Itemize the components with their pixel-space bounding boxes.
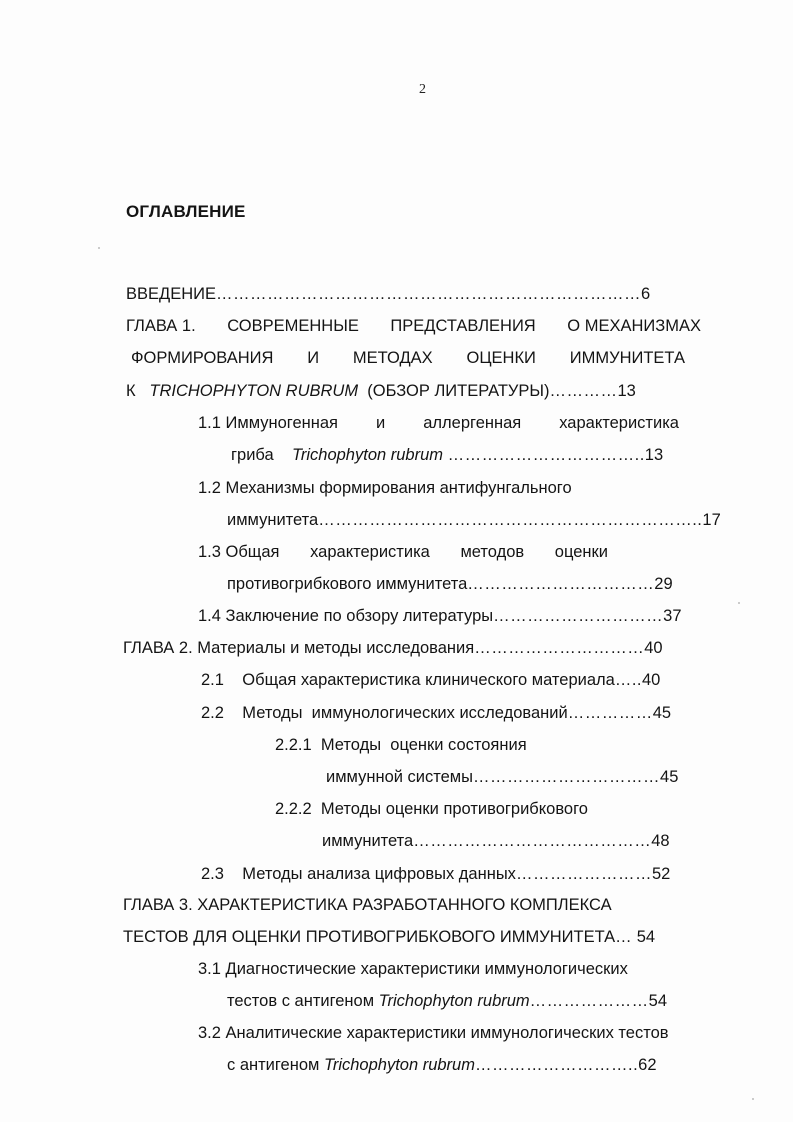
toc-entry-3-1-line-2 — [227, 991, 667, 1011]
toc-entry-title: 3.2 Аналитические характеристики иммунологических тестов — [198, 1024, 669, 1042]
toc-word: характеристика — [559, 414, 679, 432]
toc-italic-species: Trichophyton rubrum — [323, 1056, 475, 1074]
toc-word: ОЦЕНКИ — [466, 349, 536, 367]
toc-entry-chapter-3-line-2 — [123, 927, 655, 947]
toc-entry-title: Общая характеристика клинического материала — [242, 671, 615, 689]
toc-entry-title: ТЕСТОВ ДЛЯ ОЦЕНКИ ПРОТИВОГРИБКОВОГО ИММУНИТЕТА — [123, 928, 616, 946]
toc-entry-chapter-1-line-1 — [126, 316, 701, 336]
toc-page-number: 54 — [648, 992, 668, 1010]
scan-speck — [752, 1098, 754, 1100]
toc-page-number: 29 — [654, 575, 673, 593]
toc-entry-2-2-2-line-1 — [275, 799, 588, 819]
toc-entry-1-2-line-1 — [198, 478, 572, 498]
toc-leader-dots: ………………………………………………………………… — [215, 285, 641, 303]
toc-word: 1.3 Общая — [198, 543, 280, 561]
toc-leader-dots: …………………………… — [473, 768, 661, 786]
toc-section-number: 2.2.1 — [275, 736, 312, 754]
toc-entry-1-2-line-2 — [227, 510, 721, 530]
scan-speck — [98, 247, 100, 249]
toc-entry-title: иммунитета — [322, 832, 414, 850]
toc-leader-dots: …………………………………… — [413, 832, 652, 850]
toc-entry-title: противогрибкового иммунитета — [227, 575, 468, 593]
toc-entry-title: Методы анализа цифровых данных — [242, 865, 516, 883]
toc-entry-title: Методы иммунологических исследований — [242, 704, 568, 722]
toc-page-number: 40 — [644, 639, 663, 657]
toc-entry-2-2-1-line-2 — [326, 767, 678, 787]
toc-page-number: 62 — [638, 1056, 657, 1074]
toc-page-number: 52 — [651, 865, 671, 883]
toc-word: СОВРЕМЕННЫЕ — [227, 317, 359, 335]
toc-leader-dots: …………………… — [515, 865, 652, 883]
toc-entry-title: Методы оценки состояния — [320, 736, 527, 754]
toc-entry-title: 3.1 Диагностические характеристики иммунологических — [198, 960, 628, 978]
toc-word: О МЕХАНИЗМАХ — [567, 317, 701, 335]
toc-entry-3-1-line-1 — [198, 959, 628, 979]
toc-entry-title: иммунной системы — [326, 768, 474, 786]
toc-entry-title: ГЛАВА 3. ХАРАКТЕРИСТИКА РАЗРАБОТАННОГО КОМПЛЕКСА — [123, 896, 612, 914]
toc-word: ПРЕДСТАВЛЕНИЯ — [390, 317, 536, 335]
toc-leader-dots: ………………… — [529, 992, 649, 1010]
toc-entry-1-1-line-1 — [198, 413, 679, 433]
toc-entry-chapter-1-line-3 — [126, 381, 636, 401]
toc-entry-1-3-line-2 — [227, 574, 673, 594]
toc-text: (ОБЗОР ЛИТЕРАТУРЫ) — [367, 382, 550, 400]
toc-entry-1-1-line-2 — [231, 445, 663, 465]
toc-word: 1.1 Иммуногенная — [198, 414, 338, 432]
toc-text: К — [126, 382, 136, 400]
toc-italic-species: Trichophyton rubrum — [292, 446, 444, 464]
toc-entry-title: ГЛАВА 2. Материалы и методы исследования — [123, 639, 475, 657]
toc-page-number: 37 — [663, 607, 682, 625]
toc-text: гриба — [231, 446, 274, 464]
toc-page-number: 54 — [636, 928, 656, 946]
toc-leader-dots: ………………………… — [474, 639, 645, 657]
toc-leader-dots: …………… — [567, 704, 653, 722]
toc-page-number: 13 — [617, 382, 636, 400]
toc-entry-1-3-line-1 — [198, 542, 608, 562]
toc-word: ГЛАВА 1. — [126, 317, 196, 335]
toc-page-number: 17 — [702, 511, 721, 529]
toc-entry-2-2-1-line-1 — [275, 735, 527, 755]
toc-leader-dots: ……………………….. — [474, 1056, 639, 1074]
toc-leader-dots: …………………………….. — [447, 446, 645, 464]
toc-entry-title: 1.4 Заключение по обзору литературы — [198, 607, 494, 625]
toc-entry-title: Методы оценки противогрибкового — [320, 800, 588, 818]
toc-entry-title: ВВЕДЕНИЕ — [126, 285, 216, 303]
scan-speck — [738, 602, 740, 604]
toc-entry-chapter-1-line-2 — [131, 348, 685, 368]
toc-entry-2-2-2-line-2 — [322, 831, 670, 851]
toc-page-number: 48 — [651, 832, 670, 850]
toc-italic-species: TRICHOPHYTON RUBRUM — [149, 382, 359, 400]
toc-word: ИММУНИТЕТА — [569, 349, 685, 367]
toc-entry-2-1 — [201, 670, 660, 690]
toc-text: с антигеном — [227, 1056, 320, 1074]
toc-entry-2-3 — [201, 864, 670, 884]
toc-entry-3-2-line-1 — [198, 1023, 669, 1043]
toc-page-number: 45 — [652, 704, 672, 722]
toc-entry-intro — [126, 284, 650, 304]
toc-word: ФОРМИРОВАНИЯ — [131, 349, 274, 367]
toc-word: МЕТОДАХ — [352, 349, 433, 367]
toc-word: аллергенная — [423, 414, 522, 432]
toc-leader-dots: ….. — [614, 671, 642, 689]
toc-leader-dots: ………………………………………………………….. — [318, 511, 703, 529]
toc-leader-dots: ………………………… — [493, 607, 664, 625]
toc-text: тестов с антигеном — [227, 992, 375, 1010]
toc-entry-3-2-line-2 — [227, 1055, 657, 1075]
toc-entry-chapter-2 — [123, 638, 663, 658]
page-number: 2 — [419, 82, 426, 97]
toc-leader-dots: … — [615, 928, 633, 946]
toc-entry-chapter-3-line-1 — [123, 895, 612, 915]
toc-leader-dots: …………………………… — [467, 575, 655, 593]
toc-entry-title: 1.2 Механизмы формирования антифунгального — [198, 479, 572, 497]
toc-section-number: 2.2.2 — [275, 800, 312, 818]
toc-word: характеристика — [310, 543, 430, 561]
toc-word: И — [307, 349, 320, 367]
toc-section-number: 2.1 — [201, 671, 224, 689]
toc-page-number: 40 — [642, 671, 661, 689]
toc-entry-1-4 — [198, 606, 682, 626]
toc-section-number: 2.2 — [201, 704, 224, 722]
toc-page-number: 45 — [660, 768, 679, 786]
toc-leader-dots: ………… — [549, 382, 618, 400]
toc-page-number: 13 — [644, 446, 664, 464]
toc-italic-species: Trichophyton rubrum — [378, 992, 530, 1010]
toc-entry-2-2 — [201, 703, 671, 723]
toc-word: и — [376, 414, 386, 432]
toc-section-number: 2.3 — [201, 865, 224, 883]
toc-entry-title: иммунитета — [227, 511, 319, 529]
toc-word: оценки — [554, 543, 608, 561]
toc-page-number: 6 — [640, 285, 651, 303]
toc-heading: ОГЛАВЛЕНИЕ — [126, 202, 246, 221]
toc-word: методов — [460, 543, 525, 561]
